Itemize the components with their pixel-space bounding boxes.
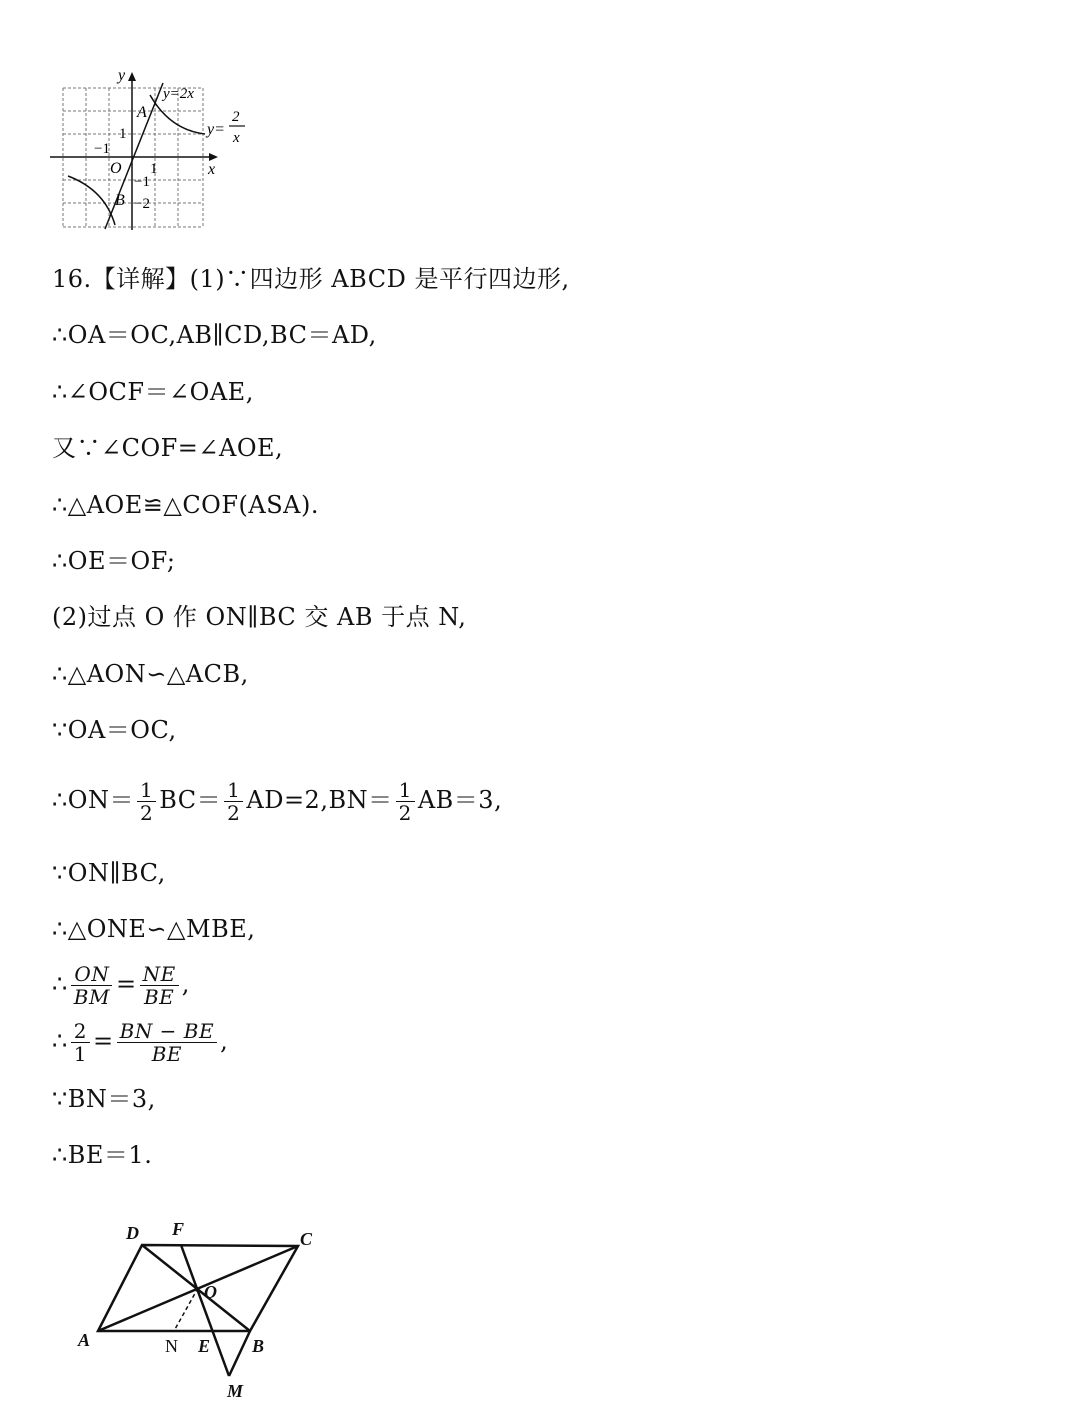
hyperbola-equation-label: y= (207, 121, 225, 138)
solution-line: 又∵∠COF=∠AOE, (52, 434, 284, 462)
solution-line: ∴△ONE∽△MBE, (52, 915, 256, 943)
denominator: BE (151, 1042, 182, 1066)
fraction (140, 963, 179, 1008)
tick-label-x-neg1: −1 (94, 141, 110, 157)
solution-line: ∴∠OCF＝∠OAE, (52, 378, 254, 406)
text-segment: BC＝ (159, 786, 222, 814)
solution-line-ratio (52, 960, 190, 1008)
point-label-f: F (172, 1219, 185, 1239)
solution-line: ∵OA＝OC, (52, 716, 177, 744)
solution-line: ∴△AOE≌△COF(ASA). (52, 491, 319, 519)
numerator: 2 (71, 1020, 90, 1043)
therefore-symbol: ∴ (52, 970, 68, 998)
fraction (117, 1020, 217, 1065)
solution-line: ∴OA＝OC,AB∥CD,BC＝AD, (52, 321, 377, 349)
hyperbola-branch-2 (68, 176, 115, 225)
vertex-label-a: A (78, 1330, 91, 1350)
point-label-n: N (165, 1336, 178, 1356)
x-axis-label: x (208, 161, 216, 178)
segment-bm (229, 1331, 250, 1376)
text-segment: , (220, 1027, 229, 1055)
text-segment: AB＝3, (417, 786, 503, 814)
point-b-label: B (115, 192, 125, 209)
tick-label-y-neg1: −1 (134, 174, 150, 190)
denominator: BM (73, 985, 110, 1009)
line-equation-label: y=2x (163, 86, 194, 102)
solution-line: ∴△AON∽△ACB, (52, 660, 249, 688)
denominator: BE (143, 985, 175, 1009)
denominator: 2 (227, 801, 241, 825)
fraction (71, 963, 113, 1008)
tick-label-y-1: 1 (119, 126, 127, 142)
y-axis-label: y (118, 67, 126, 84)
point-label-e: E (198, 1336, 211, 1356)
solution-heading: 16.【详解】(1)∵四边形 ABCD 是平行四边形, (52, 265, 570, 293)
x-axis-arrow (209, 153, 218, 161)
denominator: 2 (139, 801, 154, 825)
tick-label-x-1: 1 (150, 161, 158, 177)
text-segment: , (181, 970, 190, 998)
segment-fm (181, 1245, 229, 1376)
solution-line-ratio (52, 1017, 228, 1065)
denominator: 1 (73, 1042, 88, 1066)
numerator: 1 (224, 779, 243, 802)
equals-sign: = (115, 970, 137, 998)
solution-line: ∴BE＝1. (52, 1141, 153, 1169)
vertex-label-d: D (126, 1223, 139, 1243)
solution-line: ∵BN＝3, (52, 1085, 156, 1113)
fraction (224, 779, 243, 824)
numerator: 1 (137, 779, 156, 802)
point-label-m: M (227, 1381, 244, 1401)
parallelogram-figure (70, 1210, 330, 1410)
vertex-label-b: B (252, 1336, 265, 1356)
numerator: ON (71, 963, 112, 986)
coordinate-graph (40, 60, 270, 240)
denominator: 2 (398, 801, 412, 825)
hyperbola-numerator: 2 (232, 109, 240, 125)
text-segment: AD=2,BN＝ (246, 786, 393, 814)
hyperbola-denominator: x (233, 130, 240, 146)
therefore-symbol: ∴ (52, 1027, 68, 1055)
numerator: BN − BE (117, 1020, 217, 1043)
tick-label-y-neg2: −2 (134, 196, 150, 212)
solution-line: (2)过点 O 作 ON∥BC 交 AB 于点 N, (52, 603, 467, 631)
origin-label: O (110, 160, 122, 177)
fraction (71, 1020, 90, 1065)
solution-line-fractions (52, 776, 502, 824)
numerator: NE (140, 963, 179, 986)
fraction (137, 779, 156, 824)
point-a-label: A (137, 104, 147, 121)
solution-line: ∵ON∥BC, (52, 859, 166, 887)
fraction (396, 779, 415, 824)
solution-line: ∴OE＝OF; (52, 547, 176, 575)
point-label-o: O (204, 1282, 217, 1302)
equals-sign: = (93, 1027, 114, 1055)
text-segment: ∴ON＝ (52, 786, 134, 814)
y-axis-arrow (128, 72, 136, 81)
vertex-label-c: C (300, 1229, 313, 1249)
numerator: 1 (396, 779, 415, 802)
